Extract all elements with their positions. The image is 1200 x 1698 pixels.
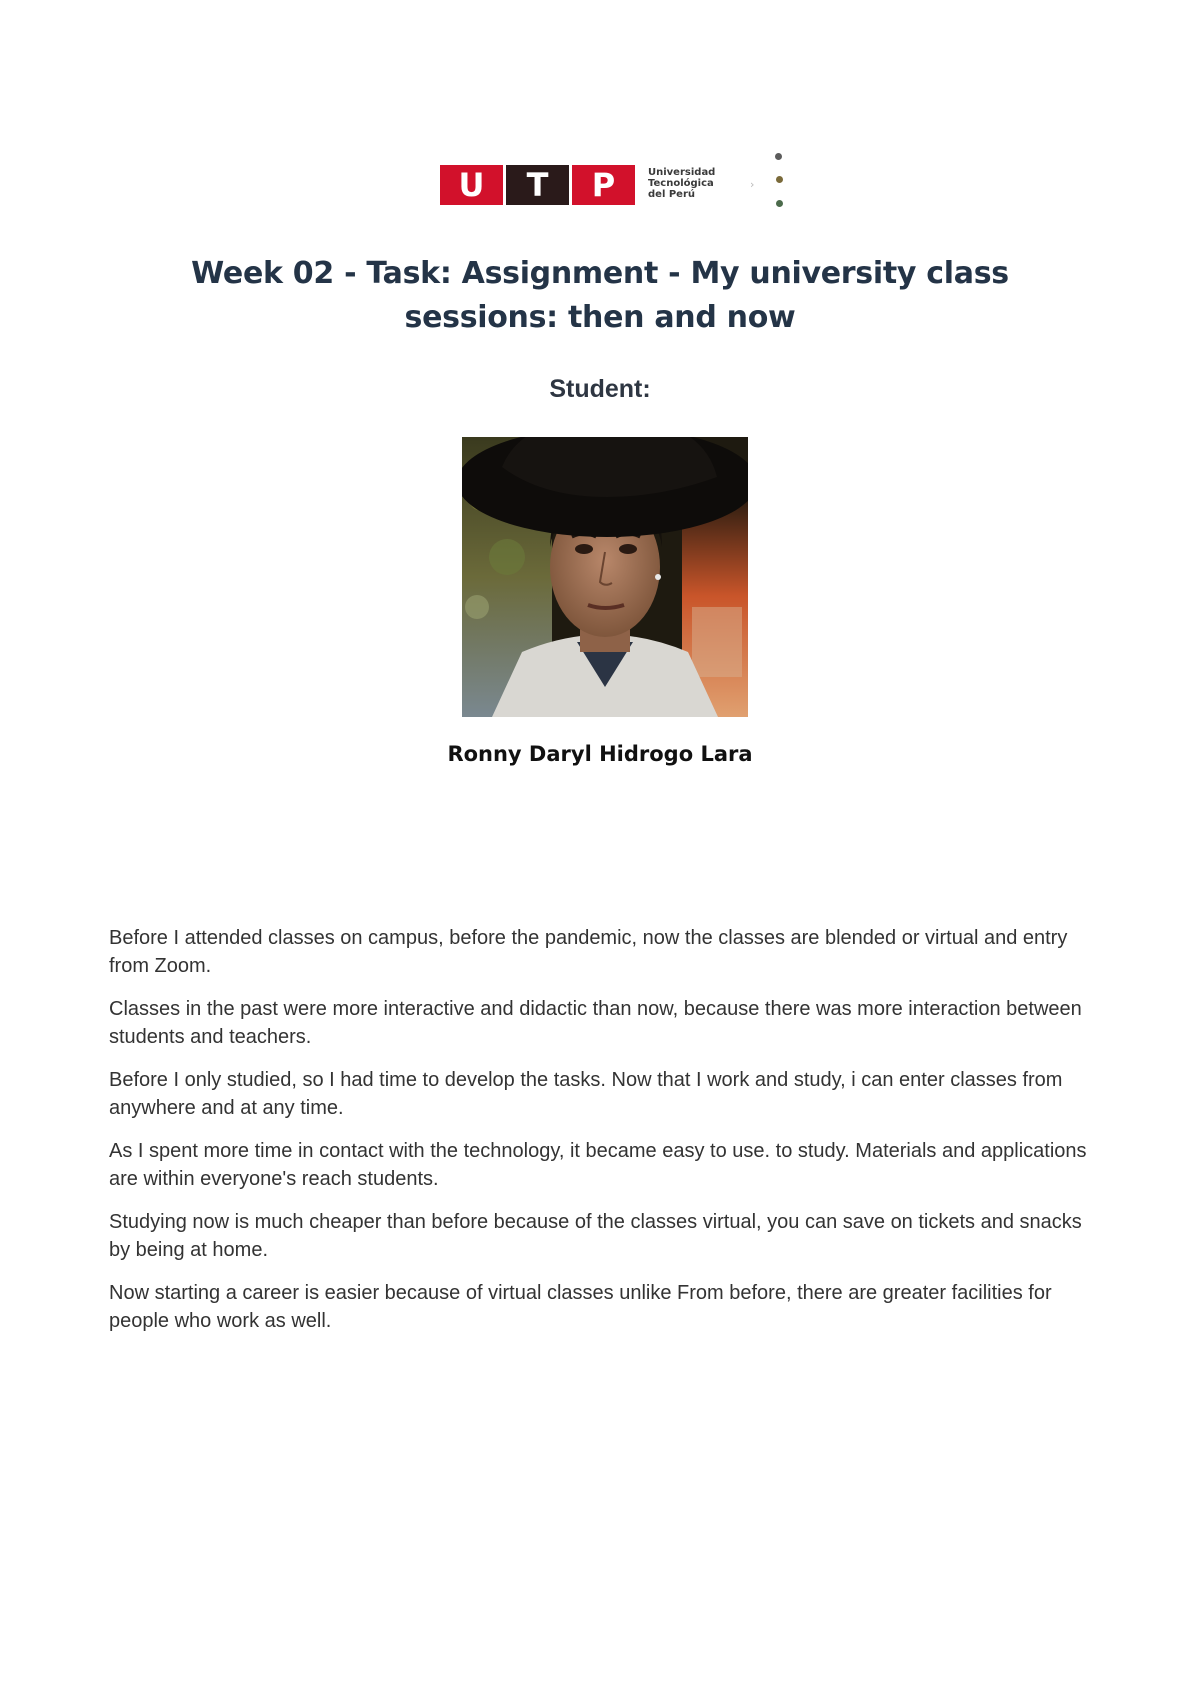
student-photo: [462, 437, 748, 717]
logo-letter-p: P: [572, 165, 635, 205]
body-paragraph: Before I only studied, so I had time to develop the tasks. Now that I work and study, i can enter classes from anywhere and at any time.: [109, 1069, 1063, 1119]
logo-arrow-icon: ›: [750, 178, 755, 191]
logo-dot-icon: [776, 200, 783, 207]
logo-text-line: Tecnológica: [648, 178, 714, 189]
body-paragraph: Studying now is much cheaper than before because of the classes virtual, you can save on tickets and snacks by being at home.: [109, 1211, 1082, 1261]
student-name: Ronny Daryl Hidrogo Lara: [447, 742, 753, 766]
body-paragraph: Now starting a career is easier because of virtual classes unlike From before, there are greater facilities for people who work as well.: [109, 1282, 1052, 1332]
logo-text-line: Universidad: [648, 167, 716, 178]
logo-university-name: [648, 167, 748, 200]
document-title: Week 02 - Task: Assignment - My university class sessions: then and now: [191, 256, 1009, 335]
utp-logo: [440, 150, 790, 210]
student-label: Student:: [549, 375, 651, 403]
utp-logo-mark: [440, 165, 635, 205]
body-paragraph: Before I attended classes on campus, before the pandemic, now the classes are blended or virtual and entry from Zoom.: [109, 927, 1068, 977]
student-photo-illustration: [462, 437, 748, 717]
document-body: [109, 925, 1094, 1351]
logo-text-line: del Perú: [648, 189, 696, 200]
logo-letter-u: U: [440, 165, 503, 205]
body-paragraph: Classes in the past were more interactive and didactic than now, because there was more interaction between students and teachers.: [109, 998, 1082, 1048]
logo-dot-icon: [776, 176, 783, 183]
body-paragraph: As I spent more time in contact with the technology, it became easy to use. to study. Materials and applications are within everyone's reach students.: [109, 1140, 1087, 1190]
logo-dot-icon: [775, 153, 782, 160]
logo-letter-t: T: [506, 165, 569, 205]
